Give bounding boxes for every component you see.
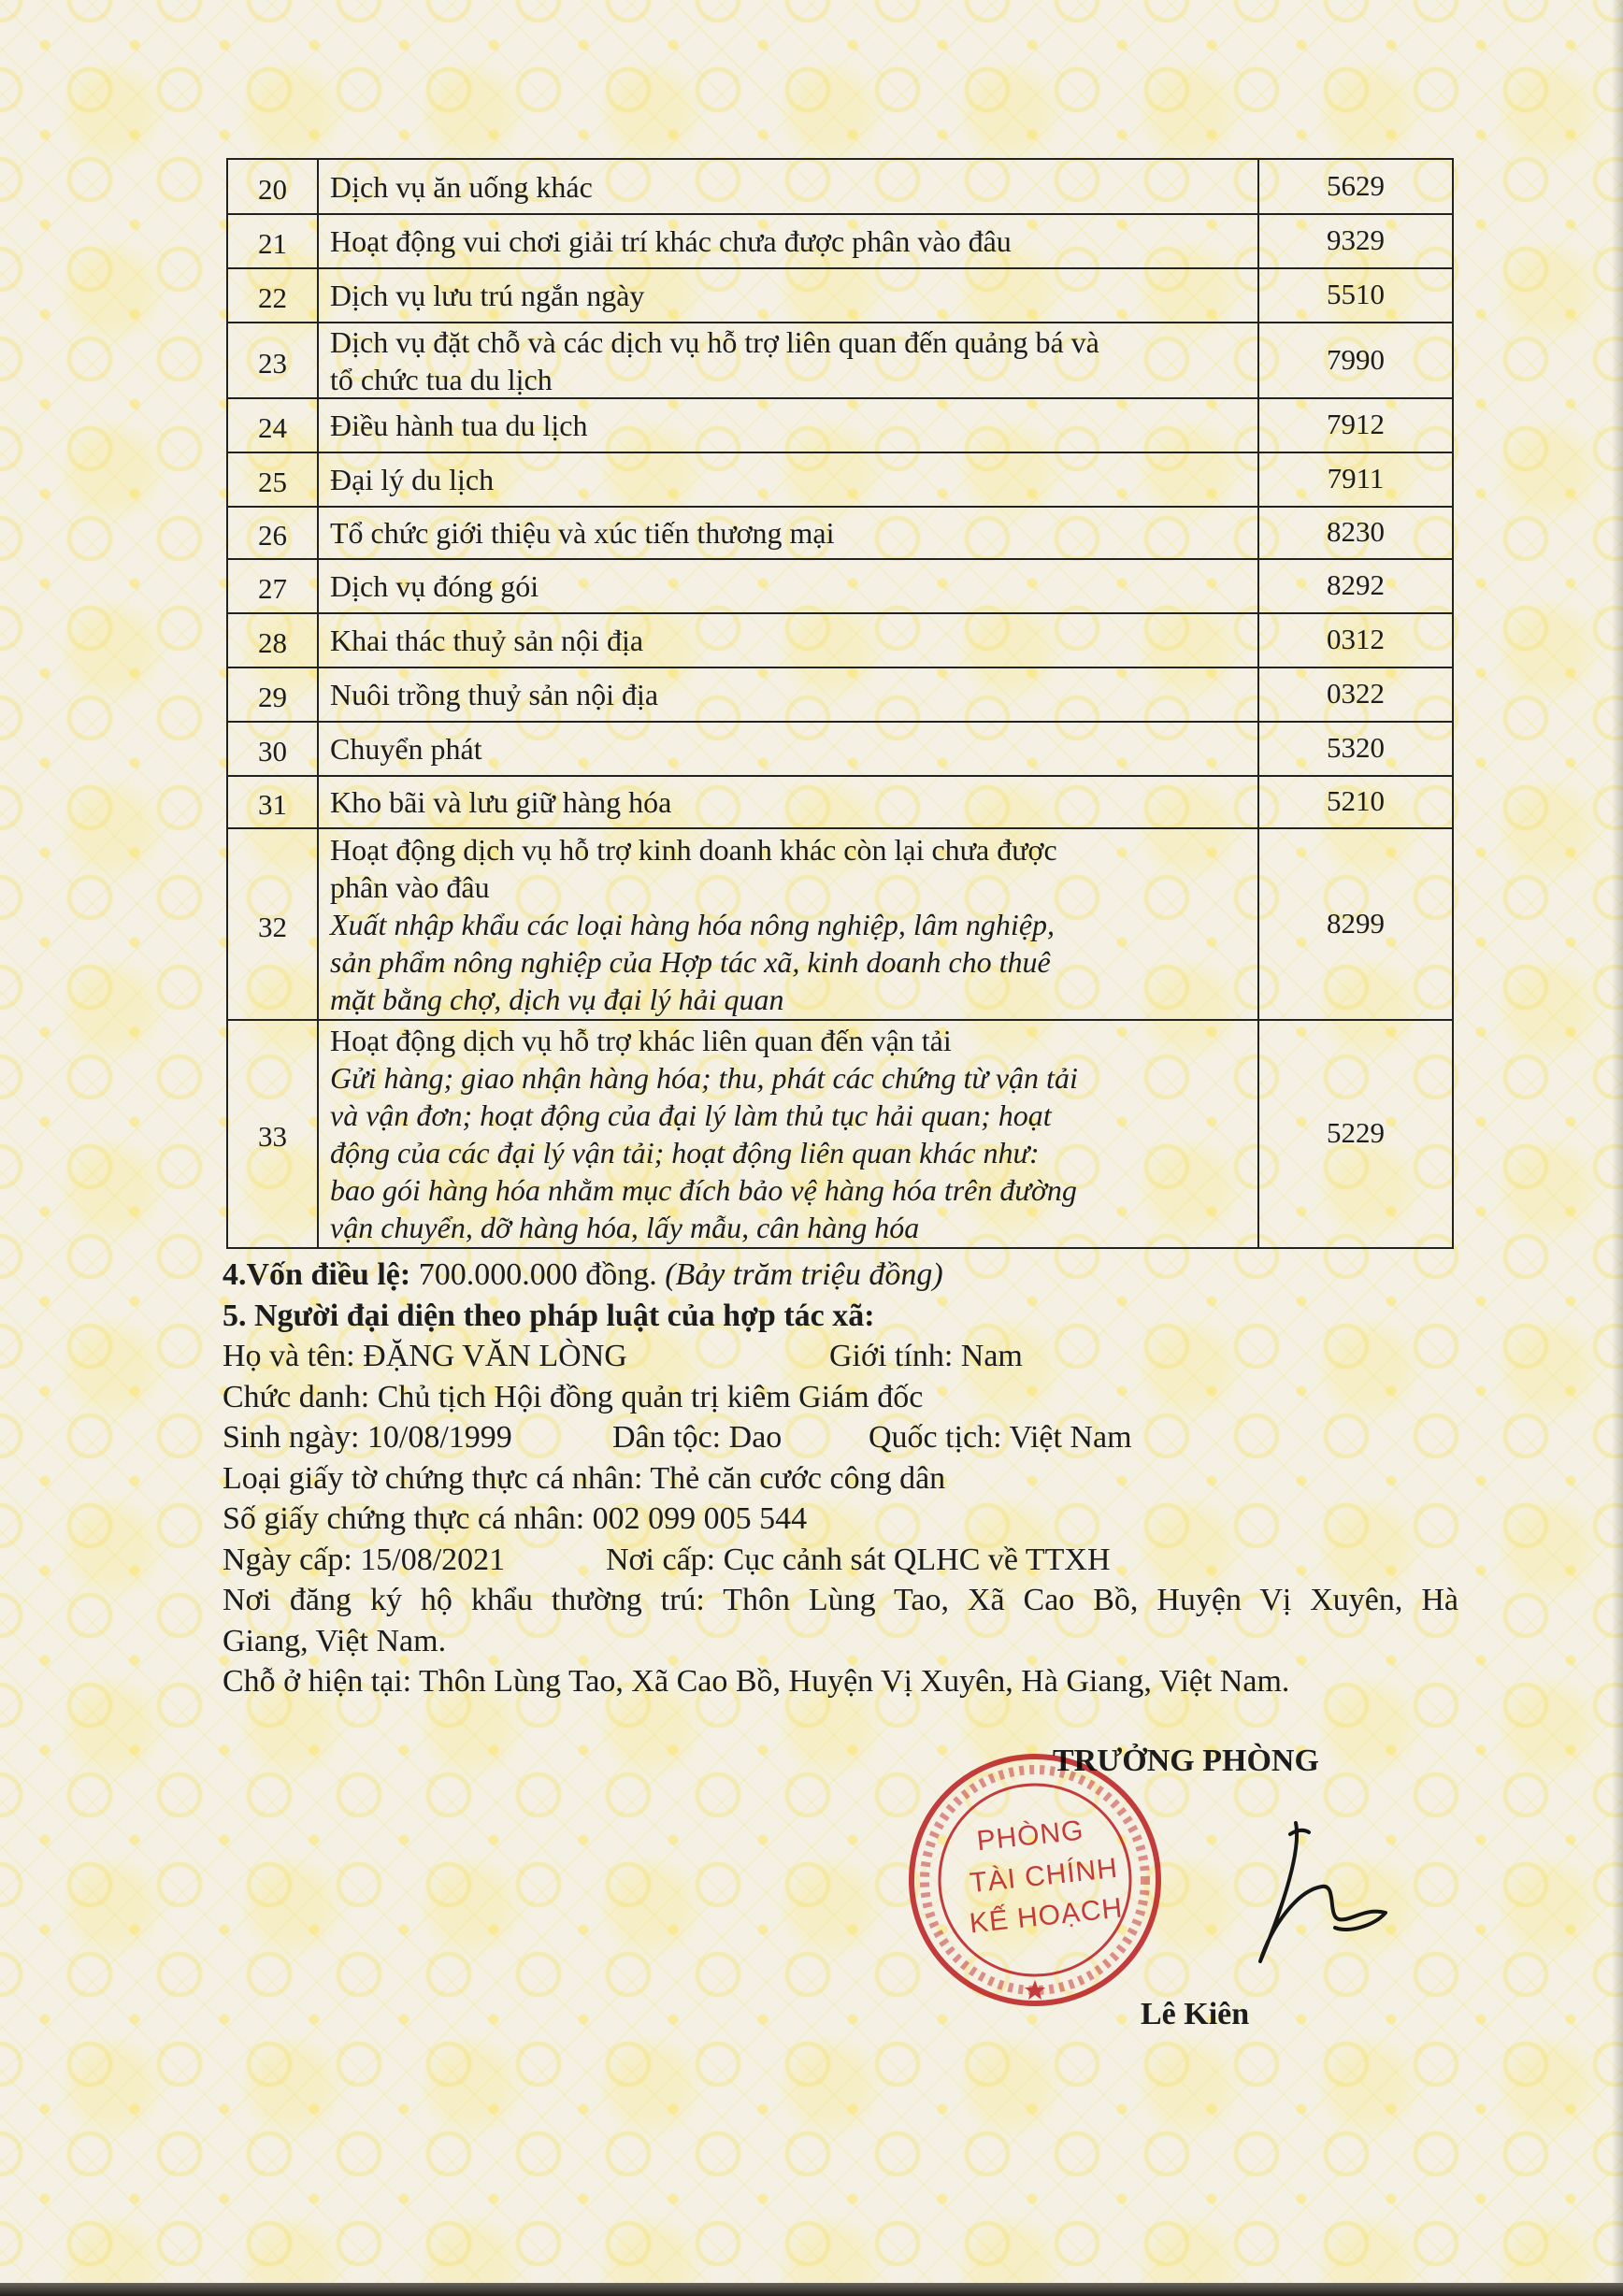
permanent-address-label: Nơi đăng ký hộ khẩu thường trú:	[223, 1583, 705, 1617]
table-row	[228, 668, 1454, 723]
seal-text-line: TÀI CHÍNH	[968, 1852, 1120, 1900]
signature-stroke	[1290, 1830, 1309, 1834]
description-line: Hoạt động dịch vụ hỗ trợ khác liên quan đến vận tải	[330, 1024, 952, 1057]
row-number: 25	[228, 453, 319, 506]
row-industry-code: 0312	[1259, 614, 1454, 667]
row-number: 29	[228, 668, 319, 721]
description-line: Tổ chức giới thiệu và xúc tiến thương mại	[330, 516, 835, 550]
description-line: phân vào đâu	[330, 869, 490, 904]
birth-date-label: Sinh ngày:	[223, 1420, 360, 1455]
permanent-address-value: Thôn Lùng Tao, Xã Cao Bồ, Huyện Vị Xuyên, Hà	[723, 1583, 1458, 1617]
id-number-value: 002 099 005 544	[592, 1501, 808, 1536]
issued-by-value: Cục cảnh sát QLHC về TTXH	[723, 1542, 1111, 1577]
signer-name: Lê Kiên	[1141, 1997, 1250, 2031]
description-detail-line: sản phẩm nông nghiệp của Hợp tác xã, kinh doanh cho thuê	[330, 944, 1051, 979]
permanent-address-continuation: Giang, Việt Nam.	[223, 1623, 447, 1658]
description-line: tổ chức tua du lịch	[330, 363, 553, 396]
row-description	[319, 614, 1259, 667]
row-industry-code: 7912	[1259, 399, 1454, 452]
description-line: Dịch vụ ăn uống khác	[330, 169, 593, 204]
nationality-field	[869, 1417, 1132, 1458]
representative-heading: 5. Người đại diện theo pháp luật của hợp tác xã:	[223, 1298, 875, 1333]
table-row	[228, 453, 1454, 508]
birth-ethnicity-nationality-line	[223, 1417, 1466, 1458]
description-line: Đại lý du lịch	[330, 463, 495, 496]
gender-label: Giới tính:	[829, 1339, 954, 1373]
row-number: 27	[228, 560, 319, 612]
birth-date-value: 10/08/1999	[366, 1420, 512, 1455]
row-number: 20	[228, 160, 319, 213]
full-name-line	[223, 1336, 1466, 1377]
row-number: 24	[228, 399, 319, 452]
description-line: Dịch vụ đặt chỗ và các dịch vụ hỗ trợ liên quan đến quảng bá và	[330, 325, 1099, 359]
id-type-label: Loại giấy tờ chứng thực cá nhân:	[223, 1460, 643, 1496]
id-number-line	[223, 1499, 1466, 1540]
table-row	[228, 560, 1454, 614]
row-industry-code: 8299	[1259, 829, 1454, 1019]
ethnicity-label: Dân tộc:	[612, 1420, 722, 1455]
full-name-value: ĐẶNG VĂN LÒNG	[363, 1339, 627, 1373]
description-line: Kho bãi và lưu giữ hàng hóa	[330, 785, 672, 819]
table-row	[228, 829, 1454, 1021]
nationality-label: Quốc tịch:	[869, 1420, 1002, 1455]
row-number: 26	[228, 508, 319, 558]
current-address-label: Chỗ ở hiện tại:	[223, 1664, 412, 1699]
row-industry-code: 7990	[1259, 323, 1454, 398]
description-line: Chuyển phát	[330, 732, 482, 766]
row-description	[319, 215, 1259, 267]
signer-title: TRƯỞNG PHÒNG	[1053, 1744, 1319, 1778]
scan-edge-bottom	[0, 2283, 1623, 2296]
row-number: 31	[228, 777, 319, 827]
description-detail-line: Xuất nhập khẩu các loại hàng hóa nông nghiệp, lâm nghiệp,	[330, 907, 1056, 941]
position-line	[223, 1377, 1466, 1418]
description-line: Hoạt động dịch vụ hỗ trợ kinh doanh khác còn lại chưa được	[330, 832, 1057, 867]
row-number: 33	[228, 1021, 319, 1247]
issue-info-line	[223, 1540, 1466, 1581]
scan-edge-right	[1612, 0, 1623, 2296]
table-row	[228, 1021, 1454, 1249]
seal-text-line: KẾ HOẠCH	[968, 1892, 1125, 1940]
description-line: Hoạt động vui chơi giải trí khác chưa được phân vào đâu	[330, 224, 1012, 258]
issue-date-label: Ngày cấp:	[223, 1542, 352, 1577]
table-row	[228, 269, 1454, 323]
permanent-address-line	[223, 1580, 1458, 1621]
row-number: 30	[228, 723, 319, 775]
current-address-value: Thôn Lùng Tao, Xã Cao Bồ, Huyện Vị Xuyên, Hà Giang, Việt Nam.	[419, 1664, 1290, 1699]
issue-date-value: 15/08/2021	[360, 1542, 506, 1577]
description-line: Khai thác thuỷ sản nội địa	[330, 624, 644, 657]
id-number-label: Số giấy chứng thực cá nhân:	[223, 1501, 585, 1536]
full-name-label: Họ và tên:	[223, 1339, 355, 1373]
issued-by-field	[606, 1540, 1111, 1581]
row-industry-code: 5320	[1259, 723, 1454, 775]
description-line: Nuôi trồng thuỷ sản nội địa	[330, 678, 659, 711]
row-description	[319, 777, 1259, 827]
description-detail-line: Gửi hàng; giao nhận hàng hóa; thu, phát các chứng từ vận tải	[330, 1061, 1078, 1095]
table-row	[228, 614, 1454, 668]
handwritten-signature	[1234, 1814, 1402, 1973]
ethnicity-value: Dao	[728, 1420, 783, 1455]
charter-capital-in-words: (Bảy trăm triệu đồng)	[665, 1257, 943, 1292]
description-line: Điều hành tua du lịch	[330, 409, 588, 442]
id-type-value: Thẻ căn cước công dân	[650, 1460, 946, 1496]
charter-capital-label: 4.Vốn điều lệ:	[223, 1257, 411, 1292]
table-row	[228, 215, 1454, 269]
nationality-value: Việt Nam	[1009, 1420, 1132, 1455]
table-row	[228, 323, 1454, 399]
row-description	[319, 160, 1259, 213]
row-description	[319, 829, 1259, 1019]
seal-star-icon	[1025, 1980, 1045, 2000]
row-number: 21	[228, 215, 319, 267]
row-description	[319, 560, 1259, 612]
row-description	[319, 723, 1259, 775]
description-detail-line: và vận đơn; hoạt động của đại lý làm thủ tục hải quan; hoạt	[330, 1098, 1052, 1132]
row-industry-code: 8292	[1259, 560, 1454, 612]
row-number: 22	[228, 269, 319, 322]
description-line: Dịch vụ đóng gói	[330, 569, 539, 603]
row-description	[319, 453, 1259, 506]
position-label: Chức danh:	[223, 1379, 370, 1414]
description-line: Dịch vụ lưu trú ngắn ngày	[330, 279, 645, 312]
row-number: 28	[228, 614, 319, 667]
table-row	[228, 160, 1454, 215]
charter-capital-line	[223, 1255, 1466, 1296]
table-row	[228, 508, 1454, 560]
industry-table	[226, 158, 1454, 1249]
charter-capital-value: 700.000.000 đồng.	[418, 1257, 657, 1292]
cooperative-info	[223, 1255, 1466, 1702]
ethnicity-field	[612, 1417, 782, 1458]
row-description	[319, 399, 1259, 452]
current-address-line	[223, 1661, 1466, 1702]
row-industry-code: 5629	[1259, 160, 1454, 213]
row-number: 23	[228, 323, 319, 398]
description-detail-line: vận chuyển, dỡ hàng hóa, lấy mẫu, cân hàng hóa	[330, 1211, 920, 1244]
position-value: Chủ tịch Hội đồng quản trị kiêm Giám đốc	[377, 1379, 924, 1414]
table-row	[228, 399, 1454, 453]
description-detail-line: động của các đại lý vận tải; hoạt động liên quan khác như:	[330, 1136, 1040, 1170]
row-industry-code: 7911	[1259, 453, 1454, 506]
row-industry-code: 5210	[1259, 777, 1454, 827]
row-description	[319, 269, 1259, 322]
table-row	[228, 723, 1454, 777]
row-industry-code: 8230	[1259, 508, 1454, 558]
description-detail-line: bao gói hàng hóa nhằm mục đích bảo vệ hàng hóa trên đường	[330, 1173, 1077, 1207]
row-description	[319, 508, 1259, 558]
row-description	[319, 668, 1259, 721]
row-industry-code: 5510	[1259, 269, 1454, 322]
row-industry-code: 0322	[1259, 668, 1454, 721]
gender-field	[829, 1336, 1023, 1377]
official-seal	[904, 1749, 1166, 2011]
issued-by-label: Nơi cấp:	[606, 1542, 716, 1577]
gender-value: Nam	[960, 1339, 1023, 1373]
row-industry-code: 5229	[1259, 1021, 1454, 1247]
table-row	[228, 777, 1454, 829]
row-industry-code: 9329	[1259, 215, 1454, 267]
seal-text-line: PHÒNG	[975, 1815, 1085, 1858]
row-description	[319, 1021, 1259, 1247]
signature-stroke	[1260, 1823, 1386, 1961]
row-number: 32	[228, 829, 319, 1019]
id-type-line	[223, 1458, 1466, 1500]
row-description	[319, 323, 1259, 398]
seal-center-text	[959, 1812, 1124, 1940]
description-detail-line: mặt bằng chợ, dịch vụ đại lý hải quan	[330, 982, 784, 1016]
